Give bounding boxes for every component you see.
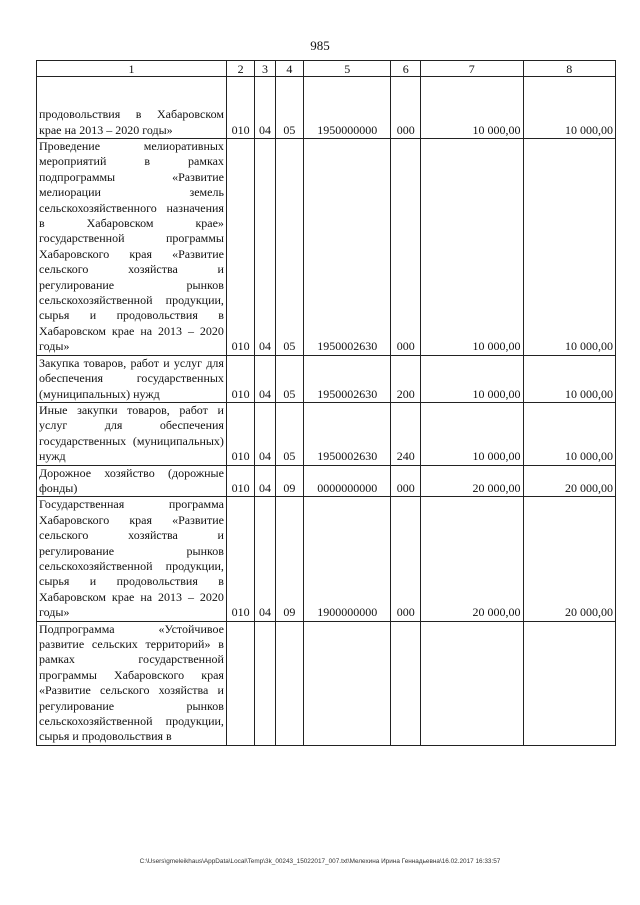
cell-code-4: 05 [275, 77, 303, 139]
cell-code-6 [391, 621, 420, 745]
row-name: Проведение мелиоративных мероприятий в рамках подпрограммы «Развитие мелиорации земель сельскохозяйственного назначения в Хабаровском крае» государственной программы Хабаровского края «Развитие сельского хозяйства и регулирование рынков сельскохозяйственной продукции, сырья и продовольствия в Хабаровском крае на 2013 – 2020 годы» [37, 139, 227, 356]
column-header-4: 4 [275, 61, 303, 77]
cell-amount-7: 10 000,00 [420, 139, 523, 356]
cell-amount-8: 20 000,00 [523, 465, 615, 497]
row-name: Государственная программа Хабаровского края «Развитие сельского хозяйства и регулирование рынков сельскохозяйственной продукции, сырья и продовольствия в Хабаровском крае на 2013 – 2020 годы» [37, 497, 227, 621]
cell-amount-7: 10 000,00 [420, 77, 523, 139]
cell-code-2: 010 [226, 139, 254, 356]
cell-code-5 [304, 621, 391, 745]
cell-code-5: 1950002630 [304, 402, 391, 465]
cell-amount-8: 10 000,00 [523, 355, 615, 402]
cell-code-2: 010 [226, 402, 254, 465]
cell-code-3: 04 [255, 497, 275, 621]
cell-code-2: 010 [226, 355, 254, 402]
cell-code-3 [255, 621, 275, 745]
table-row [37, 139, 616, 356]
budget-table [36, 60, 616, 746]
cell-amount-7 [420, 621, 523, 745]
table-header-row [37, 61, 616, 77]
cell-amount-8: 20 000,00 [523, 497, 615, 621]
page-number: 985 [310, 38, 330, 53]
cell-amount-7: 20 000,00 [420, 465, 523, 497]
column-header-5: 5 [304, 61, 391, 77]
cell-code-4: 05 [275, 402, 303, 465]
cell-code-3: 04 [255, 77, 275, 139]
cell-code-6: 000 [391, 139, 420, 356]
cell-amount-8: 10 000,00 [523, 139, 615, 356]
table-row [37, 77, 616, 139]
column-header-3: 3 [255, 61, 275, 77]
cell-code-5: 1950002630 [304, 355, 391, 402]
table-row [37, 465, 616, 497]
cell-code-4: 05 [275, 139, 303, 356]
cell-code-3: 04 [255, 465, 275, 497]
cell-code-3: 04 [255, 355, 275, 402]
cell-code-4: 09 [275, 465, 303, 497]
cell-amount-8: 10 000,00 [523, 77, 615, 139]
row-name: Дорожное хозяйство (дорожные фонды) [37, 465, 227, 497]
table-row [37, 402, 616, 465]
row-name: Закупка товаров, работ и услуг для обеспечения государственных (муниципальных) нужд [37, 355, 227, 402]
column-header-7: 7 [420, 61, 523, 77]
table-row [37, 497, 616, 621]
cell-code-2 [226, 621, 254, 745]
cell-amount-8 [523, 621, 615, 745]
cell-code-6: 000 [391, 497, 420, 621]
cell-code-5: 1950000000 [304, 77, 391, 139]
cell-amount-7: 20 000,00 [420, 497, 523, 621]
cell-code-3: 04 [255, 402, 275, 465]
cell-code-6: 000 [391, 77, 420, 139]
file-path-footer: C:\Users\gmeleikhaus\AppData\Local\Temp\3k_00243_15022017_007.txt\Мелехина Ирина Геннадьевна\16.02.2017 16:33:57 [139, 858, 501, 865]
cell-code-5: 1900000000 [304, 497, 391, 621]
cell-amount-7: 10 000,00 [420, 355, 523, 402]
column-header-6: 6 [391, 61, 420, 77]
cell-code-6: 200 [391, 355, 420, 402]
cell-code-4 [275, 621, 303, 745]
table-row [37, 621, 616, 745]
cell-code-2: 010 [226, 497, 254, 621]
column-header-1: 1 [37, 61, 227, 77]
row-name: продовольствия в Хабаровском крае на 2013 – 2020 годы» [37, 77, 227, 139]
column-header-8: 8 [523, 61, 615, 77]
row-name: Подпрограмма «Устойчивое развитие сельских территорий» в рамках государственной программы Хабаровского края «Развитие сельского хозяйства и регулирование рынков сельскохозяйственной продукции, сырья и продовольствия в [37, 621, 227, 745]
column-header-2: 2 [226, 61, 254, 77]
cell-amount-8: 10 000,00 [523, 402, 615, 465]
cell-code-4: 05 [275, 355, 303, 402]
cell-amount-7: 10 000,00 [420, 402, 523, 465]
row-name: Иные закупки товаров, работ и услуг для обеспечения государственных (муниципальных) нужд [37, 402, 227, 465]
cell-code-2: 010 [226, 77, 254, 139]
cell-code-2: 010 [226, 465, 254, 497]
cell-code-6: 240 [391, 402, 420, 465]
table-row [37, 355, 616, 402]
cell-code-5: 1950002630 [304, 139, 391, 356]
cell-code-4: 09 [275, 497, 303, 621]
cell-code-3: 04 [255, 139, 275, 356]
cell-code-6: 000 [391, 465, 420, 497]
cell-code-5: 0000000000 [304, 465, 391, 497]
